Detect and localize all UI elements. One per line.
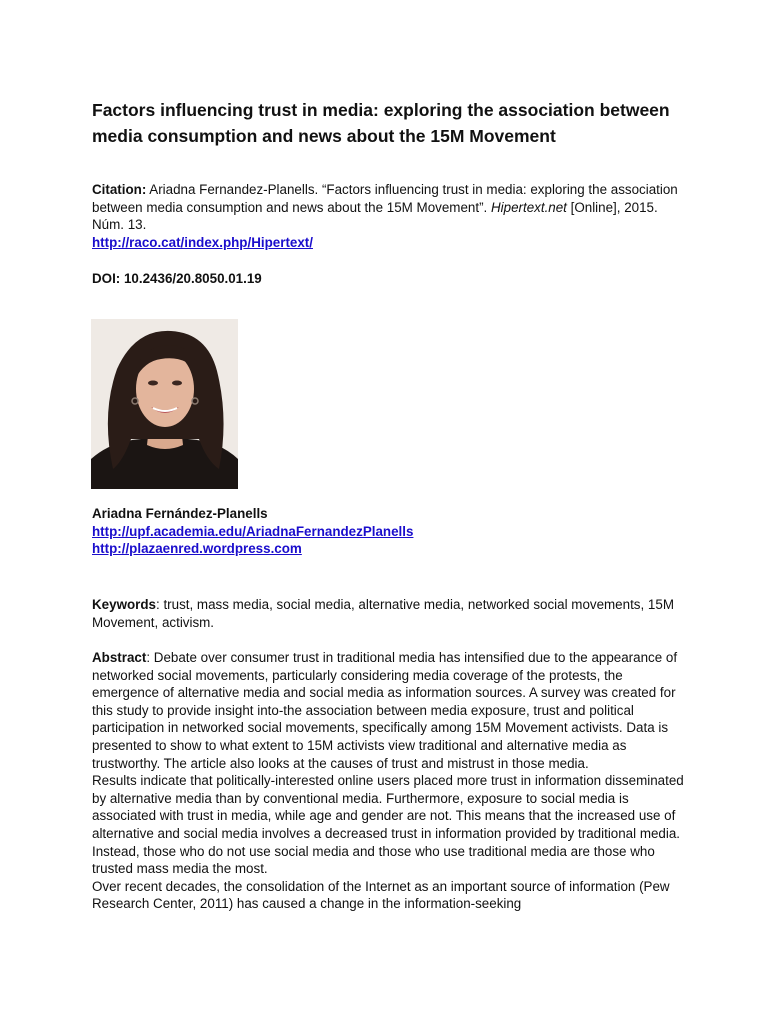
author-block [92, 505, 692, 558]
abstract-paragraph-3: Over recent decades, the consolidation of the Internet as an important source of information (Pew Research Center, 2011) has caused a change in the information-seeking [92, 878, 670, 912]
citation-text: Ariadna Fernandez-Planells. “Factors influencing trust in media: exploring the association between media consumption and news about the 15M Movement”. [92, 182, 678, 215]
abstract-text-1: : Debate over consumer trust in traditional media has intensified due to the appearance of networked social movements, particularly considering media coverage of the protests, the emergence of alternative media and social media as information sources. A survey was created for this study to provide insight into-the association between media exposure, trust and political participation in networked social movements, specifically among 15M Movement activists. Data is presented to show to what extent to 15M activists view traditional and alternative media as trustworthy. The article also looks at the causes of trust and mistrust in those media. [92, 650, 678, 771]
author-blog-link[interactable]: http://plazaenred.wordpress.com [92, 541, 302, 557]
paper-title: Factors influencing trust in media: exploring the association between media consumption and news about the 15M Movement [92, 100, 670, 146]
keywords-text: : trust, mass media, social media, alternative media, networked social movements, 15M Movement, activism. [92, 597, 674, 630]
keywords-block [92, 596, 690, 631]
citation-issue: [Online], 2015. Núm. 13. [92, 199, 658, 233]
author-name: Ariadna Fernández-Planells [92, 506, 268, 521]
citation-block [92, 181, 692, 251]
abstract-paragraph-2: Results indicate that politically-interested online users placed more trust in information disseminated by alternative media than by conventional media. Furthermore, exposure to social media is associated with trust in media, while age and gender are not. This means that the increased use of alternative and social media involves a decreased trust in information provided by traditional media. Instead, those who do not use social media and those who use traditional media are those who trusted mass media the most. [92, 773, 684, 877]
abstract-label: Abstract [92, 650, 147, 665]
journal-name: Hipertext.net [490, 199, 567, 215]
author-photo [91, 319, 238, 489]
journal-link[interactable]: http://raco.cat/index.php/Hipertext/ [92, 234, 313, 250]
abstract-paragraph-1 [92, 649, 690, 772]
keywords-label: Keywords [92, 597, 156, 612]
abstract-block [92, 649, 690, 913]
citation-label: Citation: [92, 182, 147, 197]
author-academia-link[interactable]: http://upf.academia.edu/AriadnaFernandezPlanells [92, 523, 414, 539]
doi: DOI: 10.2436/20.8050.01.19 [92, 271, 262, 286]
